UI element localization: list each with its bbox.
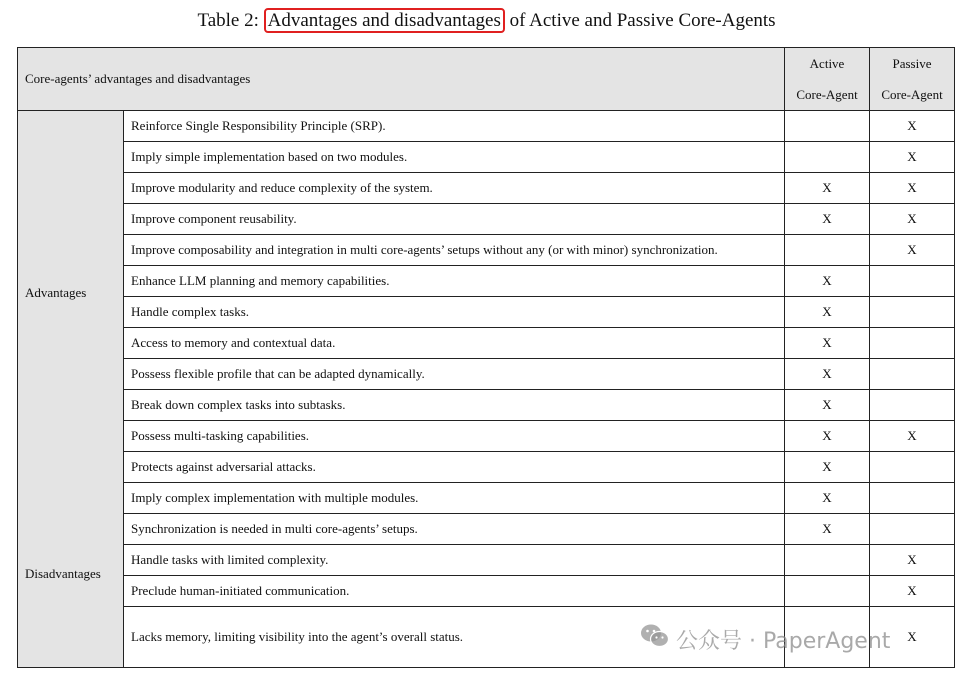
row-active-mark <box>785 576 870 607</box>
table-row <box>18 359 955 390</box>
row-text: Possess flexible profile that can be adapted dynamically. <box>124 359 785 390</box>
row-passive-mark: X <box>870 421 955 452</box>
category-disadvantages: Disadvantages <box>25 566 101 581</box>
row-text: Access to memory and contextual data. <box>124 328 785 359</box>
table-row <box>18 483 955 514</box>
caption-prefix: Table 2: <box>197 10 264 31</box>
row-text: Improve modularity and reduce complexity of the system. <box>124 173 785 204</box>
header-active-line2: Core-Agent <box>796 87 858 102</box>
caption-highlight: Advantages and disadvantages <box>264 8 505 33</box>
watermark <box>640 622 890 656</box>
row-active-mark: X <box>785 514 870 545</box>
row-active-mark <box>785 235 870 266</box>
row-passive-mark <box>870 359 955 390</box>
table-row <box>18 235 955 266</box>
header-title: Core-agents’ advantages and disadvantages <box>18 48 785 111</box>
table-row <box>18 545 955 576</box>
caption-suffix: of Active and Passive Core-Agents <box>504 10 776 31</box>
table-row <box>18 142 955 173</box>
row-passive-mark <box>870 266 955 297</box>
row-text: Enhance LLM planning and memory capabilities. <box>124 266 785 297</box>
row-text: Handle complex tasks. <box>124 297 785 328</box>
header-active-line1: Active <box>809 56 845 71</box>
row-passive-mark: X <box>870 576 955 607</box>
row-text: Synchronization is needed in multi core-agents’ setups. <box>124 514 785 545</box>
row-text: Improve composability and integration in multi core-agents’ setups without any (or with minor) synchronization. <box>124 235 785 266</box>
row-active-mark: X <box>785 173 870 204</box>
row-active-mark <box>785 111 870 142</box>
header-passive <box>870 48 955 111</box>
category-advantages: Advantages <box>25 285 87 300</box>
table-row <box>18 173 955 204</box>
row-text: Protects against adversarial attacks. <box>124 452 785 483</box>
row-text: Possess multi-tasking capabilities. <box>124 421 785 452</box>
header-passive-line2: Core-Agent <box>881 87 943 102</box>
header-passive-line1: Passive <box>892 56 932 71</box>
row-active-mark <box>785 142 870 173</box>
row-passive-mark <box>870 328 955 359</box>
row-text: Break down complex tasks into subtasks. <box>124 390 785 421</box>
comparison-table <box>17 47 955 668</box>
row-text: Reinforce Single Responsibility Principle (SRP). <box>124 111 785 142</box>
wechat-icon <box>640 623 670 655</box>
table-row <box>18 390 955 421</box>
row-passive-mark: X <box>870 173 955 204</box>
row-passive-mark: X <box>870 111 955 142</box>
row-text: Imply complex implementation with multiple modules. <box>124 483 785 514</box>
row-active-mark: X <box>785 421 870 452</box>
row-passive-mark <box>870 514 955 545</box>
row-active-mark <box>785 545 870 576</box>
row-active-mark: X <box>785 204 870 235</box>
row-passive-mark <box>870 452 955 483</box>
row-active-mark: X <box>785 266 870 297</box>
row-text: Preclude human-initiated communication. <box>124 576 785 607</box>
row-passive-mark: X <box>870 607 955 668</box>
row-text: Imply simple implementation based on two modules. <box>124 142 785 173</box>
row-passive-mark: X <box>870 235 955 266</box>
row-passive-mark: X <box>870 142 955 173</box>
watermark-text: 公众号 · PaperAgent <box>676 628 891 654</box>
row-passive-mark <box>870 297 955 328</box>
table-row <box>18 111 955 142</box>
row-text: Handle tasks with limited complexity. <box>124 545 785 576</box>
row-active-mark: X <box>785 483 870 514</box>
table-caption <box>0 8 973 34</box>
table-row <box>18 266 955 297</box>
table-row <box>18 514 955 545</box>
table-row <box>18 452 955 483</box>
row-passive-mark: X <box>870 545 955 576</box>
row-active-mark: X <box>785 359 870 390</box>
table-row <box>18 576 955 607</box>
row-active-mark: X <box>785 328 870 359</box>
table-row <box>18 204 955 235</box>
row-passive-mark: X <box>870 204 955 235</box>
header-active <box>785 48 870 111</box>
row-text: Improve component reusability. <box>124 204 785 235</box>
row-passive-mark <box>870 390 955 421</box>
row-active-mark: X <box>785 297 870 328</box>
row-active-mark: X <box>785 390 870 421</box>
table-row <box>18 421 955 452</box>
row-active-mark: X <box>785 452 870 483</box>
row-passive-mark <box>870 483 955 514</box>
row-text: Lacks memory, limiting visibility into the agent’s overall status. <box>124 607 785 668</box>
table-row <box>18 328 955 359</box>
table-row <box>18 297 955 328</box>
header-row <box>18 48 955 111</box>
category-column <box>18 111 124 668</box>
